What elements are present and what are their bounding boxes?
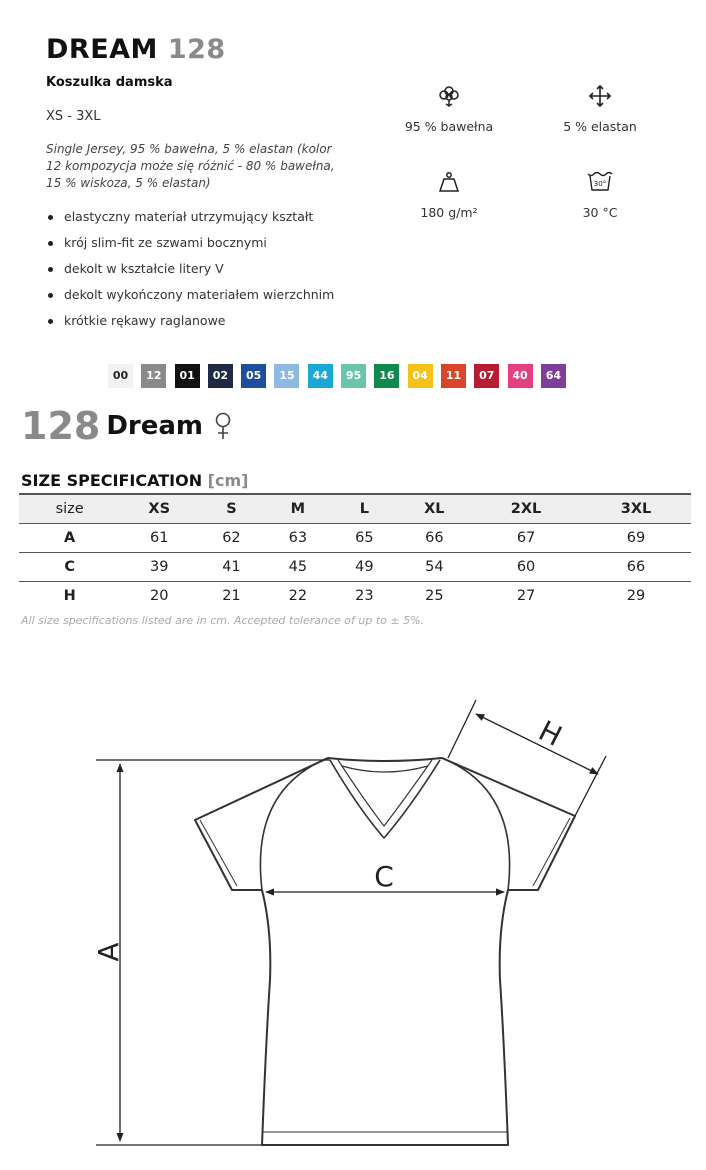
color-swatch-02[interactable]: 02 [208,364,233,388]
table-cell: 27 [516,587,536,604]
color-swatch-04[interactable]: 04 [408,364,433,388]
product-code: 128 [167,34,226,65]
size-spec-title [21,471,248,490]
row-label: H [63,587,76,604]
table-cell: 66 [398,523,472,552]
female-symbol-icon [214,412,232,440]
table-header-row [19,494,691,523]
bullet-item: krój slim-fit ze szwami bocznymi [46,234,334,260]
weight-icon [437,170,461,194]
color-swatch-95[interactable]: 95 [341,364,366,388]
table-cell: 67 [471,523,581,552]
color-swatch-00[interactable]: 00 [108,364,133,388]
cotton-flower-icon [437,84,461,108]
color-swatch-16[interactable]: 16 [374,364,399,388]
svg-text:30°: 30° [593,180,607,188]
bullet-item: dekolt w kształcie litery V [46,260,334,286]
color-swatch-40[interactable]: 40 [508,364,533,388]
product-name: DREAM [46,34,158,65]
table-cell: 21 [222,587,241,604]
column-header: L [331,494,397,523]
column-header: size [19,494,120,523]
color-swatch-15[interactable]: 15 [274,364,299,388]
feature-label: 180 g/m² [420,205,478,220]
column-header: S [198,494,264,523]
feature-label: 95 % bawełna [404,119,494,134]
table-cell: 62 [198,523,264,552]
color-swatch-44[interactable]: 44 [308,364,333,388]
color-swatch-12[interactable]: 12 [141,364,166,388]
wash-30-icon [587,170,613,194]
model-name: Dream [106,411,204,441]
feature-cotton [384,84,514,134]
feature-weight [384,170,514,220]
table-row [19,581,691,610]
table-cell: 49 [331,552,397,581]
table-cell: 29 [626,587,646,604]
column-header: M [265,494,331,523]
spec-unit: [cm] [207,471,249,490]
column-header: 3XL [581,494,691,523]
column-header: XL [398,494,472,523]
dimension-label-a: A [92,942,125,962]
column-header: XS [120,494,198,523]
size-range: XS - 3XL [46,109,101,124]
color-swatch-11[interactable]: 11 [441,364,466,388]
bullet-item: dekolt wykończony materiałem wierzchnim [46,286,334,312]
material-description: Single Jersey, 95 % bawełna, 5 % elastan (kolor 12 kompozycja może się różnić - 80 % bawełna, 15 % wiskoza, 5 % elastan) [46,142,335,190]
table-cell: 63 [265,523,331,552]
table-cell: 45 [265,552,331,581]
color-swatch-05[interactable]: 05 [241,364,266,388]
tshirt-outline [195,758,575,1145]
feature-label: 30 °C [582,205,618,220]
color-swatch-01[interactable]: 01 [175,364,200,388]
table-cell: 23 [355,587,374,604]
product-title [46,34,226,65]
feature-label: 5 % elastan [563,119,637,134]
color-swatch-list [108,364,574,388]
table-cell: 54 [398,552,472,581]
table-cell: 20 [150,587,169,604]
table-cell: 39 [120,552,198,581]
table-cell: 41 [198,552,264,581]
table-cell: 22 [288,587,308,604]
table-cell: 66 [581,552,691,581]
column-header: 2XL [471,494,581,523]
table-cell: 60 [471,552,581,581]
size-spec-table [19,493,691,610]
table-row [19,552,691,581]
row-label: C [19,552,120,581]
feature-wash [535,170,665,220]
color-swatch-07[interactable]: 07 [474,364,499,388]
table-row [19,523,691,552]
feature-elastane [535,84,665,134]
row-label: A [19,523,120,552]
dimension-label-h: H [533,714,568,754]
product-subtitle: Koszulka damska [46,75,173,90]
color-swatch-64[interactable]: 64 [541,364,566,388]
feature-bullet-list [46,208,334,338]
model-heading [21,404,232,448]
model-number: 128 [21,404,101,448]
spec-title-text: SIZE SPECIFICATION [21,471,203,490]
bullet-item: krótkie rękawy raglanowe [46,312,334,338]
table-cell: 65 [331,523,397,552]
stretch-arrows-icon [588,84,612,108]
table-cell: 69 [581,523,691,552]
tshirt-measurement-diagram [0,680,706,1160]
table-cell: 25 [425,587,444,604]
dimension-label-c: C [374,860,394,893]
tolerance-note: All size specifications listed are in cm. Accepted tolerance of up to ± 5%. [21,614,425,627]
table-cell: 61 [120,523,198,552]
bullet-item: elastyczny materiał utrzymujący kształt [46,208,334,234]
